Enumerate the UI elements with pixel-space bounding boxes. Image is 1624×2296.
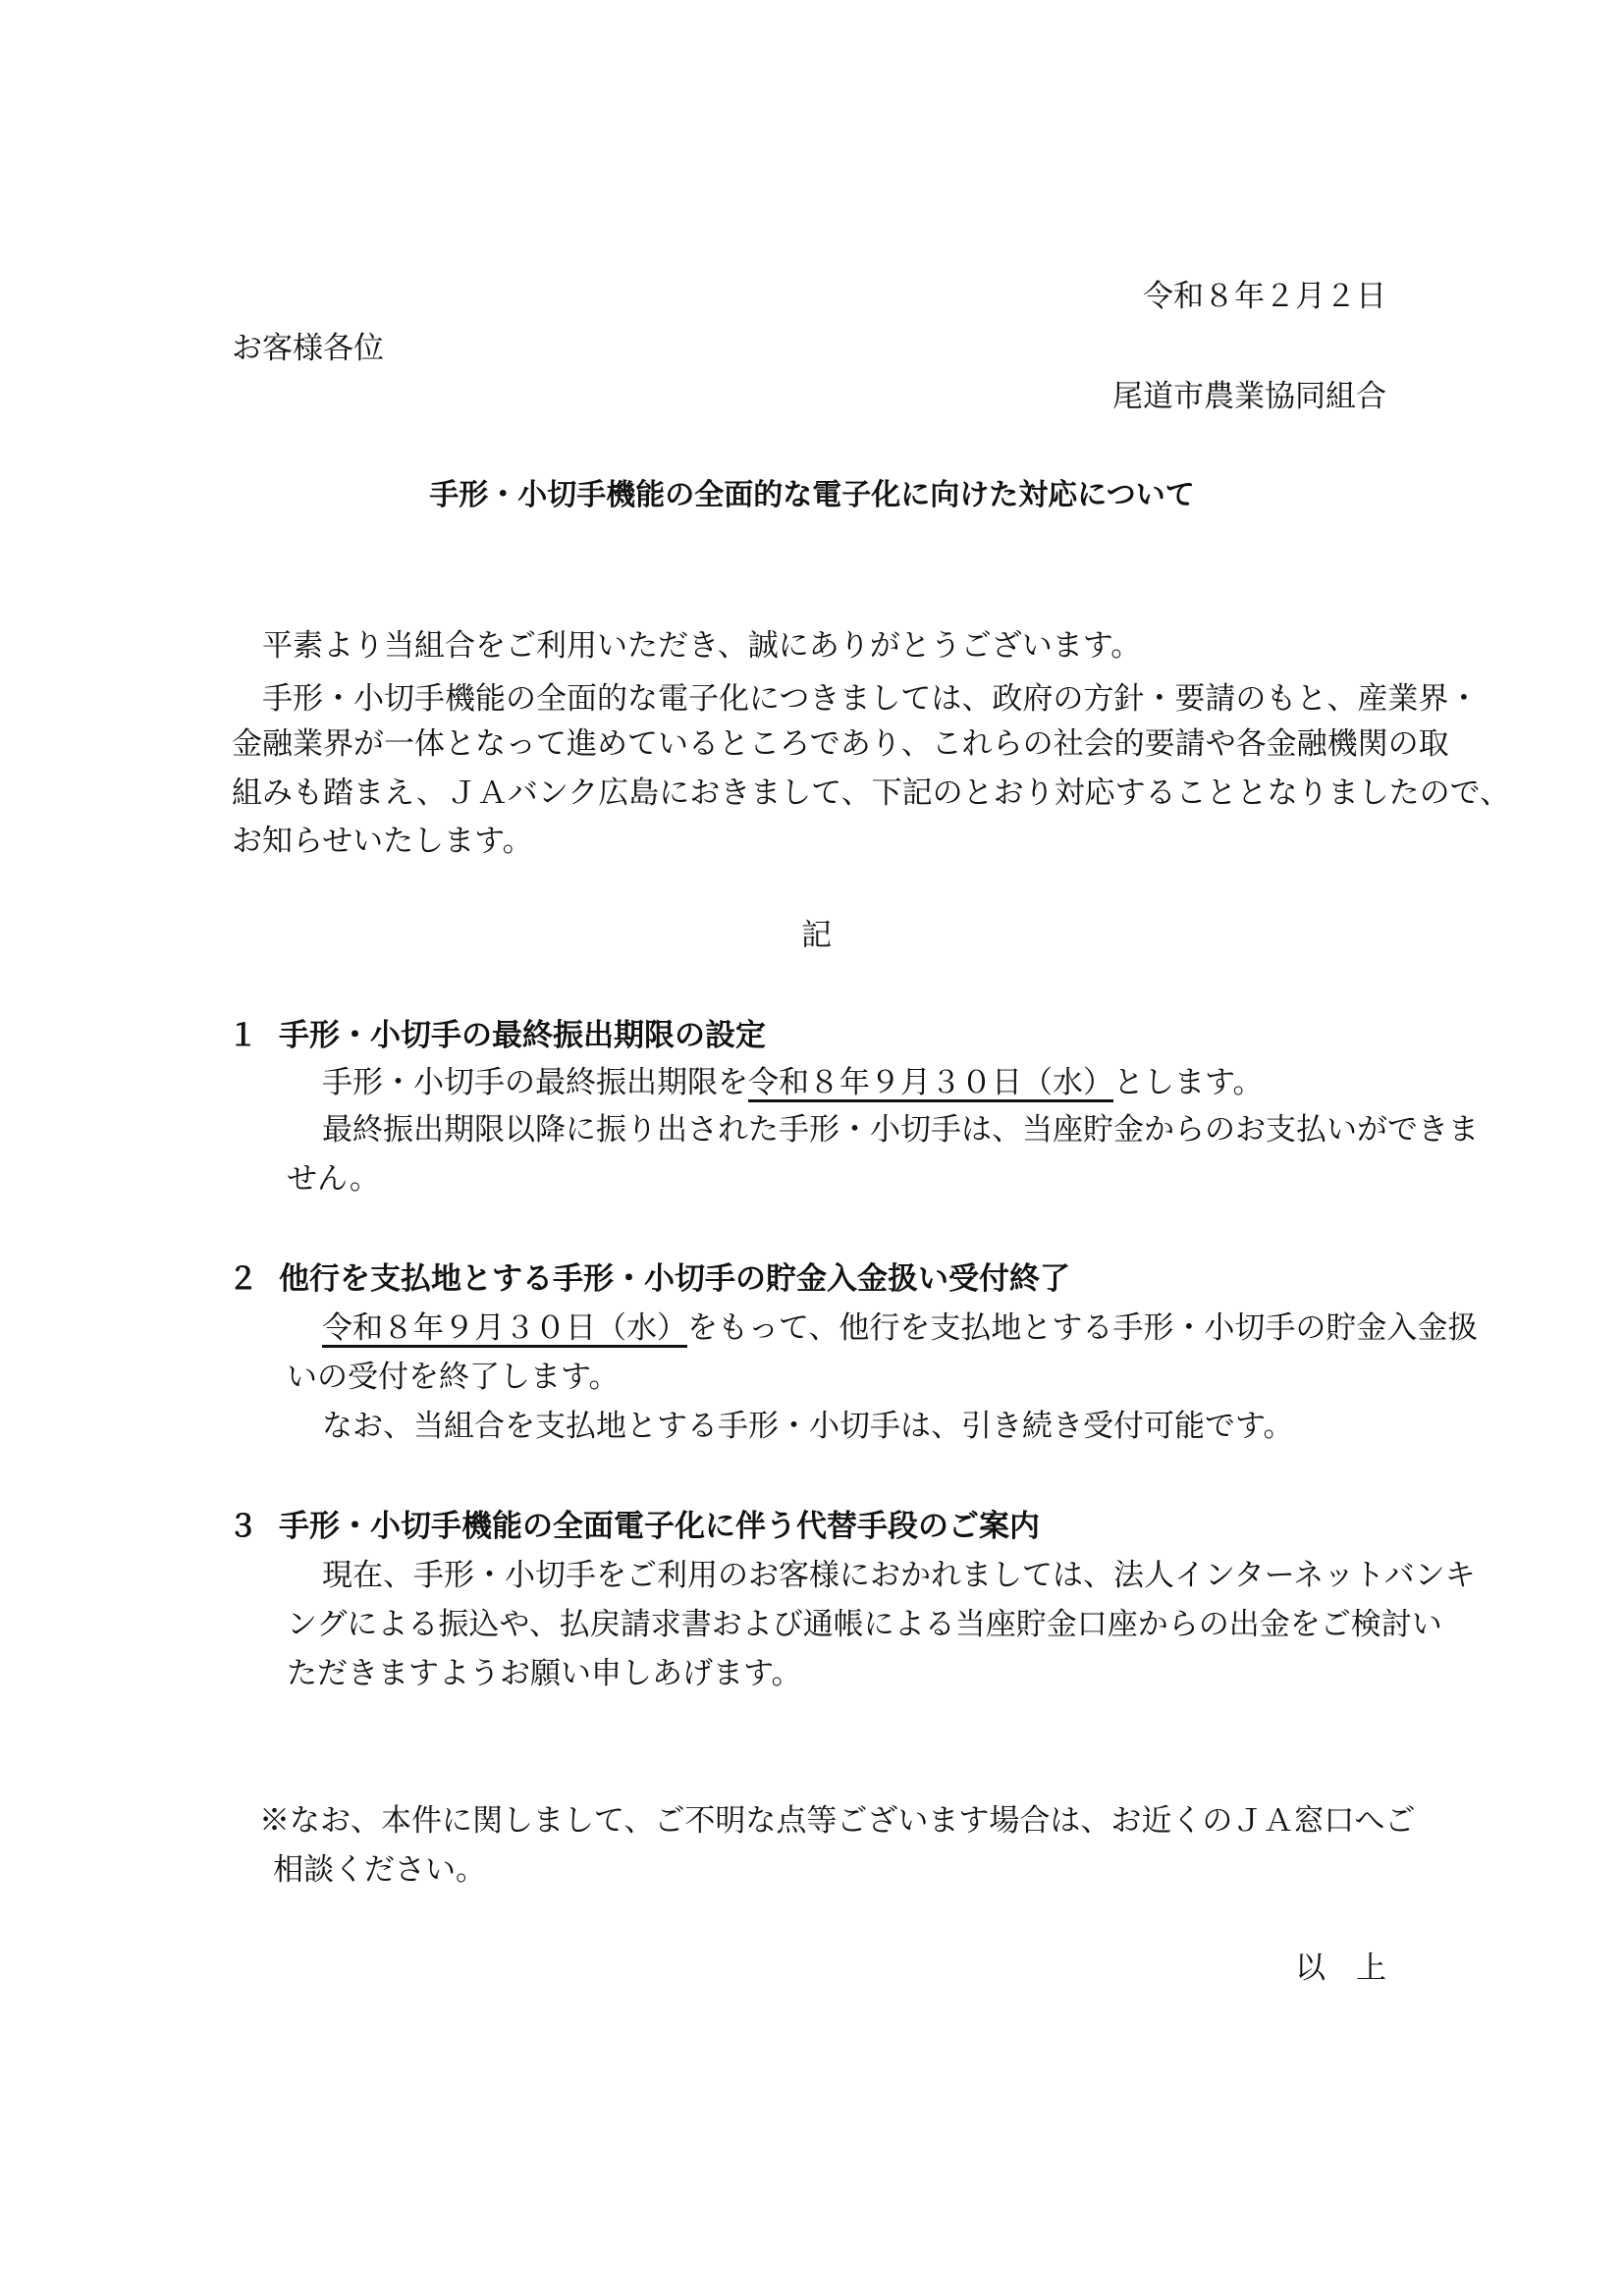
section-heading: 他行を支払地とする手形・小切手の貯金入金扱い受付終了 bbox=[279, 1261, 1070, 1297]
section-line: せん。 bbox=[287, 1161, 380, 1197]
text: とします。 bbox=[1113, 1065, 1264, 1100]
ki-marker: 記 bbox=[801, 918, 832, 953]
section-line: ングによる振込や、払戻請求書および通帳による当座貯金口座からの出金をご検討い bbox=[287, 1607, 1442, 1642]
section-number: ３ bbox=[228, 1509, 258, 1544]
deadline-date: 令和８年９月３０日（水） bbox=[748, 1065, 1113, 1100]
section-line bbox=[322, 1310, 1479, 1346]
section-line: ただきますようお願い申しあげます。 bbox=[287, 1656, 802, 1691]
section-number: １ bbox=[228, 1018, 258, 1053]
intro-line: 金融業界が一体となって進めているところであり、これらの社会的要請や各金融機関の取 bbox=[232, 726, 1449, 762]
sender-organization: 尾道市農業協同組合 bbox=[1112, 379, 1386, 414]
note-line: ※なお、本件に関しまして、ご不明な点等ございます場合は、お近くのＪＡ窓口へご bbox=[259, 1803, 1416, 1839]
section-heading: 手形・小切手の最終振出期限の設定 bbox=[279, 1018, 766, 1053]
text: 手形・小切手の最終振出期限を bbox=[322, 1065, 748, 1100]
intro-line: 平素より当組合をご利用いただき、誠にありがとうございます。 bbox=[232, 628, 1142, 664]
deadline-date: 令和８年９月３０日（水） bbox=[322, 1310, 687, 1346]
intro-line: 組みも踏まえ、ＪＡバンク広島におきまして、下記のとおり対応することとなりましたので、 bbox=[232, 775, 1510, 811]
section-heading: 手形・小切手機能の全面電子化に伴う代替手段のご案内 bbox=[279, 1509, 1040, 1544]
document-date: 令和８年２月２日 bbox=[1143, 279, 1386, 314]
intro-line: お知らせいたします。 bbox=[232, 824, 533, 859]
section-number: ２ bbox=[228, 1261, 258, 1297]
section-line bbox=[322, 1065, 1264, 1100]
section-line: なお、当組合を支払地とする手形・小切手は、引き続き受付可能です。 bbox=[322, 1409, 1294, 1444]
section-line: いの受付を終了します。 bbox=[287, 1360, 620, 1395]
recipient: お客様各位 bbox=[232, 331, 384, 366]
document-title: 手形・小切手機能の全面的な電子化に向けた対応について bbox=[429, 478, 1195, 512]
text: をもって、他行を支払地とする手形・小切手の貯金入金扱 bbox=[687, 1310, 1479, 1346]
intro-line: 手形・小切手機能の全面的な電子化につきましては、政府の方針・要請のもと、産業界・ bbox=[232, 681, 1480, 717]
section-line: 最終振出期限以降に振り出された手形・小切手は、当座貯金からのお支払いができま bbox=[322, 1112, 1479, 1148]
note-line: 相談ください。 bbox=[273, 1852, 486, 1888]
section-line: 現在、手形・小切手をご利用のお客様におかれましては、法人インターネットバンキ bbox=[322, 1558, 1476, 1593]
closing-mark: 以 上 bbox=[1295, 1950, 1386, 1986]
